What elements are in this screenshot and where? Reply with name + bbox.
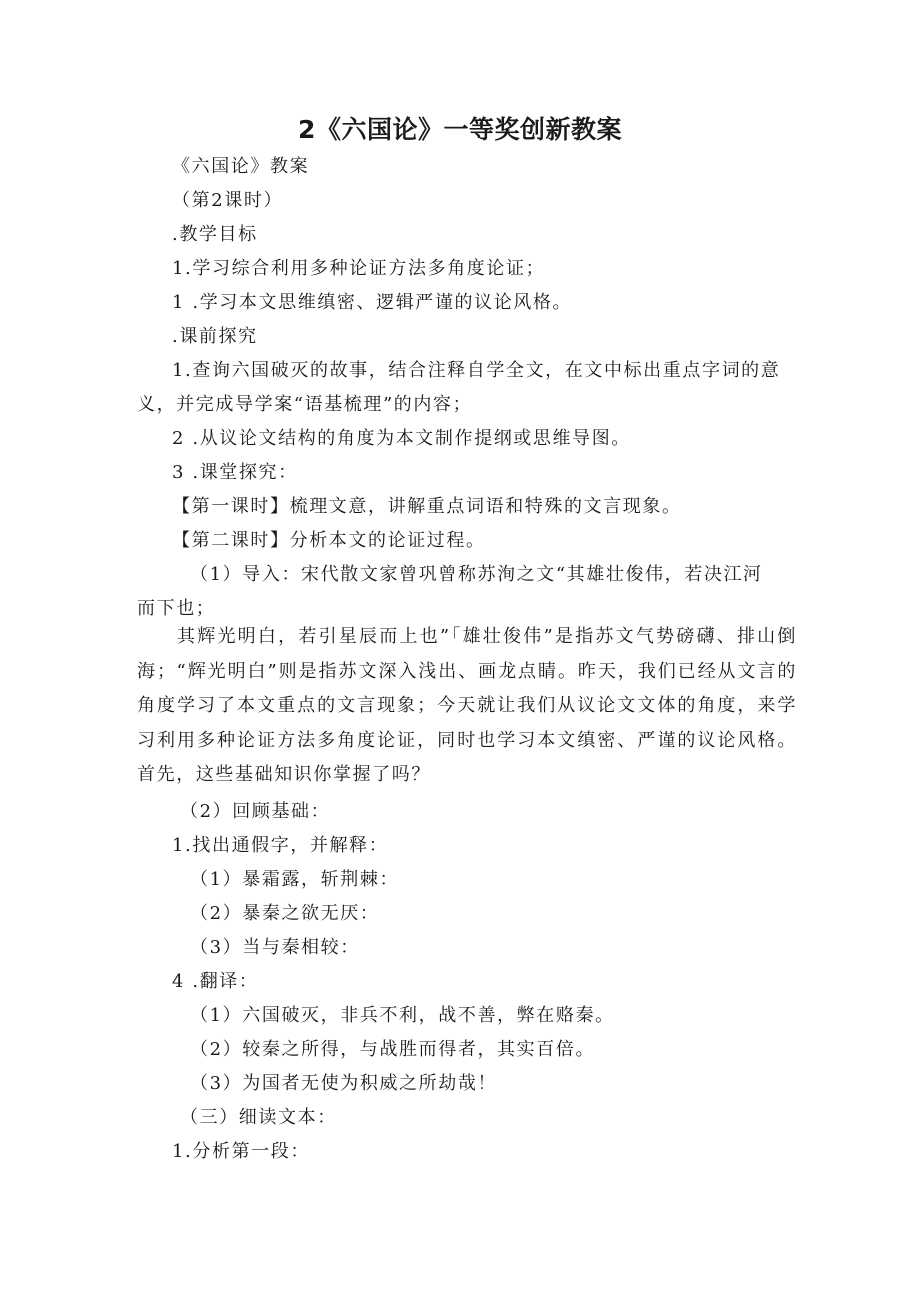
text-line: （3）当与秦相较： xyxy=(190,937,360,958)
text-line: 1.找出通假字，并解释： xyxy=(172,835,389,856)
body-paragraph: 其辉光明白，若引星辰而上也”「雄壮俊伟”是指苏文气势磅礴、排山倒海；“辉光明白”则是指苏文深入浅出、画龙点睛。昨天，我们已经从文言的角度学习了本文重点的文言现象；今天就让我们从议论文文体的角度，来学习利用多种论证方法多角度论证，同时也学习本文缜密、严谨的议论风格。首先，这些基础知识你掌握了吗？ xyxy=(137,626,797,786)
text-line: 4 .翻译： xyxy=(172,971,259,992)
text-line: 3 .课堂探究： xyxy=(172,462,298,483)
text-line: （第2课时） xyxy=(172,190,284,211)
text-line: 【第二课时】分析本文的论证过程。 xyxy=(172,530,486,551)
text-line: （2）较秦之所得，与战胜而得者，其实百倍。 xyxy=(190,1039,596,1060)
text-line: 【第一课时】梳理文意，讲解重点词语和特殊的文言现象。 xyxy=(172,496,682,517)
section-heading: .课前探究 xyxy=(172,326,258,347)
text-line: 2 .从议论文结构的角度为本文制作提纲或思维导图。 xyxy=(172,428,631,449)
text-line: 1.分析第一段： xyxy=(172,1141,310,1162)
text-line: 义，并完成导学案“语基梳理”的内容； xyxy=(137,394,473,415)
text-line: 《六国论》教案 xyxy=(172,156,310,177)
text-line: （3）为国者无使为积威之所劫哉！ xyxy=(190,1073,498,1094)
section-heading: .教学目标 xyxy=(172,224,258,245)
text-line: 1.学习综合利用多种论证方法多角度论证； xyxy=(172,258,546,279)
text-line: （1）六国破灭，非兵不利，战不善，弊在赂秦。 xyxy=(190,1005,615,1026)
text-line: 1 .学习本文思维缜密、逻辑严谨的议论风格。 xyxy=(172,292,573,313)
text-line: 而下也； xyxy=(137,598,216,619)
text-line: （1）导入：宋代散文家曾巩曾称苏洵之文“其雄壮俊伟，若决江河 xyxy=(190,564,763,585)
text-line: （2）暴秦之欲无厌： xyxy=(190,903,380,924)
section-heading: （三）细读文本： xyxy=(180,1107,337,1128)
text-line: （1）暴霜露，斩荆棘： xyxy=(190,869,400,890)
text-line: 1.查询六国破灭的故事，结合注释自学全文，在文中标出重点字词的意 xyxy=(172,360,781,381)
text-line: （2）回顾基础： xyxy=(180,801,331,822)
document-title: 2《六国论》一等奖创新教案 xyxy=(298,115,622,144)
